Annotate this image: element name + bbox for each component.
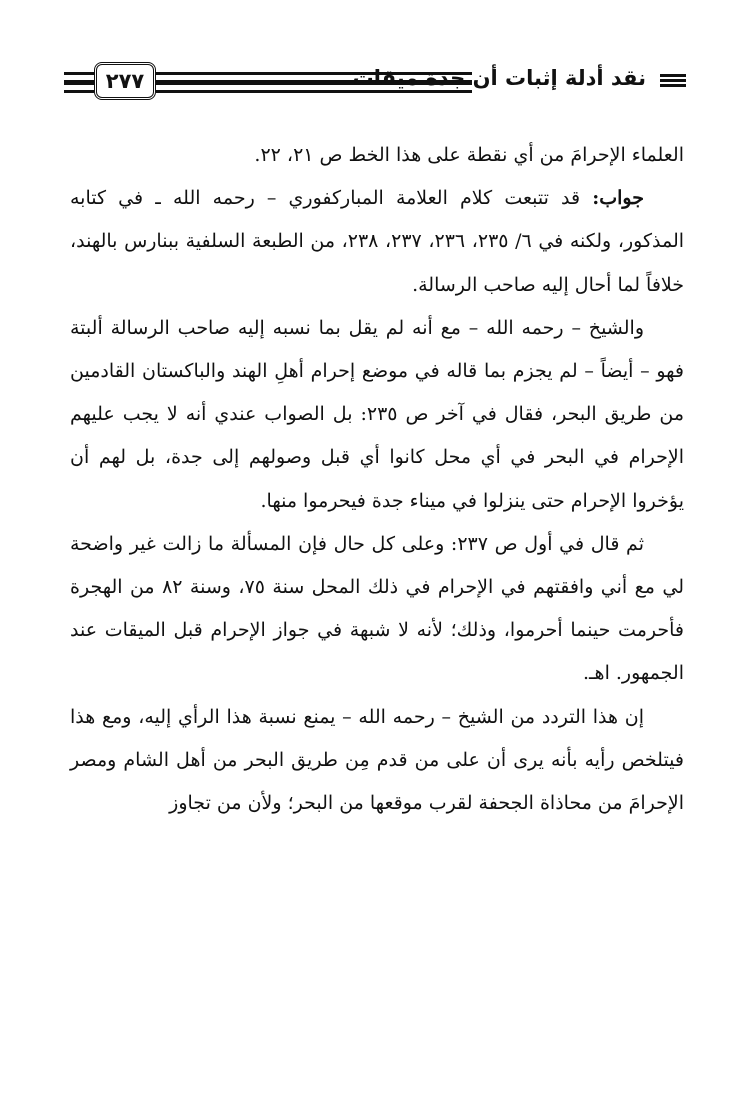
paragraph-text: قد تتبعت كلام العلامة المباركفوري – رحمه الله ـ في كتابه المذكور، ولكنه في ٦/ ٢٣٥، ٢٣٦، ٢٣٧، ٢٣٨، من الطبعة السلفية ببنارس بالهند، خلافاً لما أحال إليه صاحب الرسالة. (70, 187, 685, 296)
paragraph-text: والشيخ – رحمه الله – مع أنه لم يقل بما نسبه إليه صاحب الرسالة ألبتة فهو – أيضاً – لم يجزم بما قاله في موضع إحرام أهلِ الهند والباكستان القادمين من طريق البحر، فقال في آخر ص ٢٣٥: بل الصواب عندي أنه لا يجب عليهم الإحرام في البحر في أي محل كانوا أي قبل وصولهم إلى جدة، بل لهم أن يؤخروا الإحرام حتى ينزلوا في ميناء جدة فيحرموا منها. (70, 316, 684, 512)
paragraph (70, 134, 684, 177)
header-rule (64, 90, 94, 93)
header-rule (64, 72, 94, 75)
paragraph-text: العلماء الإحرامَ من أي نقطة على هذا الخط ص ٢١، ٢٢. (254, 144, 684, 166)
running-header (64, 62, 686, 104)
header-rule (156, 90, 472, 93)
header-ornament-icon (660, 74, 686, 88)
page-number: ٢٧٧ (94, 62, 156, 100)
paragraph (70, 177, 684, 307)
paragraph (70, 307, 684, 523)
paragraph (70, 696, 684, 826)
paragraph-text: ثم قال في أول ص ٢٣٧: وعلى كل حال فإن المسألة ما زالت غير واضحة لي مع أني وافقتهم في الإحرام في ذلك المحل سنة ٧٥، وسنة ٨٢ من الهجرة فأحرمت حينما أحرموا، وذلك؛ لأنه لا شبهة في جواز الإحرام قبل الميقات عند الجمهور. اهـ. (70, 532, 685, 685)
paragraph (70, 523, 684, 696)
paragraph-text: إن هذا التردد من الشيخ – رحمه الله – يمنع نسبة هذا الرأي إليه، ومع هذا فيتلخص رأيه بأنه يرى أن على من قدم مِن طريق البحر من أهل الشام ومصر الإحرامَ من محاذاة الجحفة لقرب موقعها من البحر؛ ولأن من تجاوز (70, 705, 684, 815)
header-rule (64, 80, 94, 85)
page-body (70, 134, 684, 825)
running-title: نقد أدلة إثبات أن جدة ميقات (352, 66, 646, 90)
answer-label: جواب: (592, 187, 644, 210)
